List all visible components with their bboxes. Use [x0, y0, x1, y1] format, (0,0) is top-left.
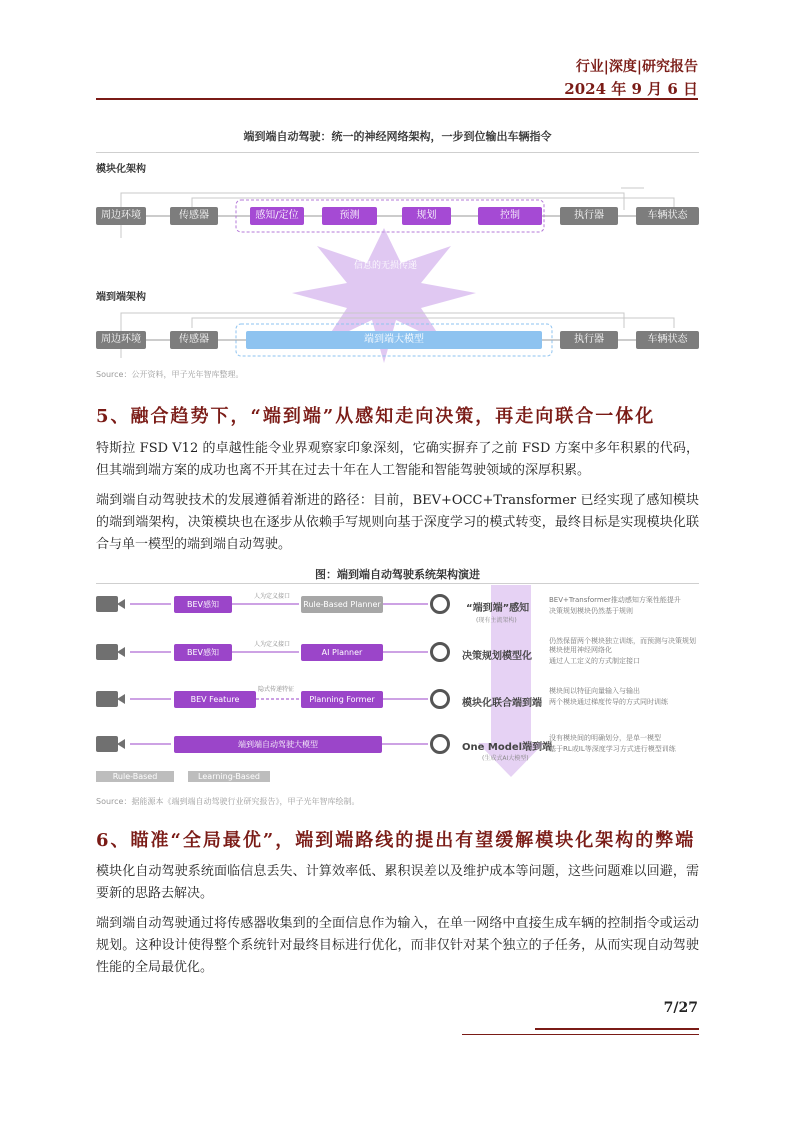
- legend-learning-based: Learning-Based: [188, 771, 270, 782]
- camera-icon: [96, 691, 118, 707]
- row1-stage-sub: (现有主流架构): [476, 617, 517, 624]
- camera-icon: [96, 736, 118, 752]
- e2e-box-sensor: 传感器: [170, 331, 218, 349]
- page-number: 7/27: [663, 1000, 698, 1016]
- row1-link-label: 人为定义接口: [254, 593, 291, 600]
- section5-heading: 5、融合趋势下，“端到端”从感知走向决策，再走向联合一体化: [96, 406, 656, 427]
- row2-box-planner: AI Planner: [301, 644, 383, 661]
- section5-paragraph-1: 特斯拉 FSD V12 的卓越性能令业界观察家印象深刻，它确实摒弃了之前 FSD 方案中多年积累的代码，但其端到端方案的成功也离不开其在过去十年在人工智能和智能驾驶领域的深厚积累。: [96, 441, 699, 478]
- row3-box-planning-former: Planning Former: [301, 691, 383, 708]
- row1-box-bev: BEV感知: [174, 596, 232, 613]
- row1-note-1: BEV+Transformer推动感知方案性能提升: [549, 596, 681, 604]
- row2-box-bev: BEV感知: [174, 644, 232, 661]
- row1-note-2: 决策规划模块仍然基于规则: [549, 607, 633, 615]
- section6-heading: 6、瞄准“全局最优”，端到端路线的提出有望缓解模块化架构的弊端: [96, 830, 696, 851]
- modular-box-vehicle-state: 车辆状态: [636, 207, 699, 225]
- row3-box-bev-feature: BEV Feature: [174, 691, 256, 708]
- steering-wheel-icon: [430, 734, 450, 754]
- figure-architecture-comparison: [96, 128, 699, 378]
- figure-architecture-evolution: [96, 563, 699, 808]
- row2-stage: 决策规划模型化: [462, 651, 532, 662]
- camera-icon: [96, 596, 118, 612]
- row3-note-2: 两个模块通过梯度传导的方式同时训练: [549, 698, 668, 706]
- e2e-box-vehicle-state: 车辆状态: [636, 331, 699, 349]
- row4-note-1: 没有模块间的明确划分，是单一模型: [549, 734, 661, 742]
- e2e-box-large-model: 端到端大模型: [246, 331, 542, 349]
- section5-paragraph-2: 端到端自动驾驶技术的发展遵循着渐进的路径：目前，BEV+OCC+Transformer 已经实现了感知模块的端到端架构，决策模块也在逐步从依赖手写规则向基于深度学习的模式转变，最终目标是实现模块化联合与单一模型的端到端自动驾驶。: [96, 493, 699, 552]
- figure2-title: 图：端到端自动驾驶系统架构演进: [315, 568, 480, 581]
- row3-stage: 模块化联合端到端: [462, 698, 542, 709]
- footer-rule-top: [535, 1028, 699, 1030]
- e2e-box-actuator: 执行器: [560, 331, 618, 349]
- modular-box-planning: 规划: [402, 207, 451, 225]
- row2-note-1: 仍然保留两个模块独立训练，而预测与决策规划模块使用神经网络化: [549, 637, 696, 654]
- header-divider: [96, 98, 698, 100]
- row4-note-2: 基于RL或IL等深度学习方式进行模型训练: [549, 745, 676, 753]
- steering-wheel-icon: [430, 642, 450, 662]
- row2-note-2: 通过人工定义的方式制定接口: [549, 657, 640, 665]
- modular-box-prediction: 预测: [322, 207, 377, 225]
- report-date: 2024 年 9 月 6 日: [564, 80, 698, 98]
- figure2-rule: [96, 583, 699, 584]
- row4-box-e2e-model: 端到端自动驾驶大模型: [174, 736, 382, 753]
- figure2-source: Source：据能源本《端到端自动驾驶行业研究报告》，甲子光年智库绘制。: [96, 797, 360, 806]
- row1-box-planner: Rule-Based Planner: [301, 596, 383, 613]
- modular-box-sensor: 传感器: [170, 207, 218, 225]
- legend-rule-based: Rule-Based: [96, 771, 174, 782]
- figure1-rule: [96, 152, 699, 153]
- e2e-box-environment: 周边环境: [96, 331, 146, 349]
- camera-icon: [96, 644, 118, 660]
- row3-link-label: 隐式传递特征: [258, 686, 295, 693]
- e2e-architecture-label: 端到端架构: [96, 292, 146, 303]
- modular-box-environment: 周边环境: [96, 207, 146, 225]
- modular-architecture-label: 模块化架构: [96, 164, 146, 175]
- row3-note-1: 模块间以特征向量输入与输出: [549, 687, 640, 695]
- figure1-title: 端到端自动驾驶：统一的神经网络架构，一步到位输出车辆指令: [243, 130, 552, 143]
- lossless-transfer-label: 信息的无损传递: [354, 261, 418, 271]
- row4-stage-sub: (生成式AI大模型): [482, 755, 529, 762]
- modular-box-actuator: 执行器: [560, 207, 618, 225]
- figure1-source: Source：公开资料，甲子光年智库整理。: [96, 370, 244, 379]
- footer-rule-bottom: [462, 1034, 699, 1035]
- modular-box-perception: 感知/定位: [250, 207, 304, 225]
- report-category: 行业|深度|研究报告: [575, 59, 698, 75]
- steering-wheel-icon: [430, 689, 450, 709]
- modular-box-control: 控制: [478, 207, 542, 225]
- section6-paragraph-2: 端到端自动驾驶通过将传感器收集到的全面信息作为输入，在单一网络中直接生成车辆的控制指令或运动规划。这种设计使得整个系统针对最终目标进行优化，而非仅针对某个独立的子任务，从而实现自动驾驶性能的全局最优化。: [96, 916, 699, 975]
- section6-paragraph-1: 模块化自动驾驶系统面临信息丢失、计算效率低、累积误差以及维护成本等问题，这些问题难以回避，需要新的思路去解决。: [96, 864, 699, 901]
- row1-stage: “端到端”感知: [466, 603, 530, 614]
- row2-link-label: 人为定义接口: [254, 641, 291, 648]
- steering-wheel-icon: [430, 594, 450, 614]
- row4-stage: One Model端到端: [462, 742, 553, 753]
